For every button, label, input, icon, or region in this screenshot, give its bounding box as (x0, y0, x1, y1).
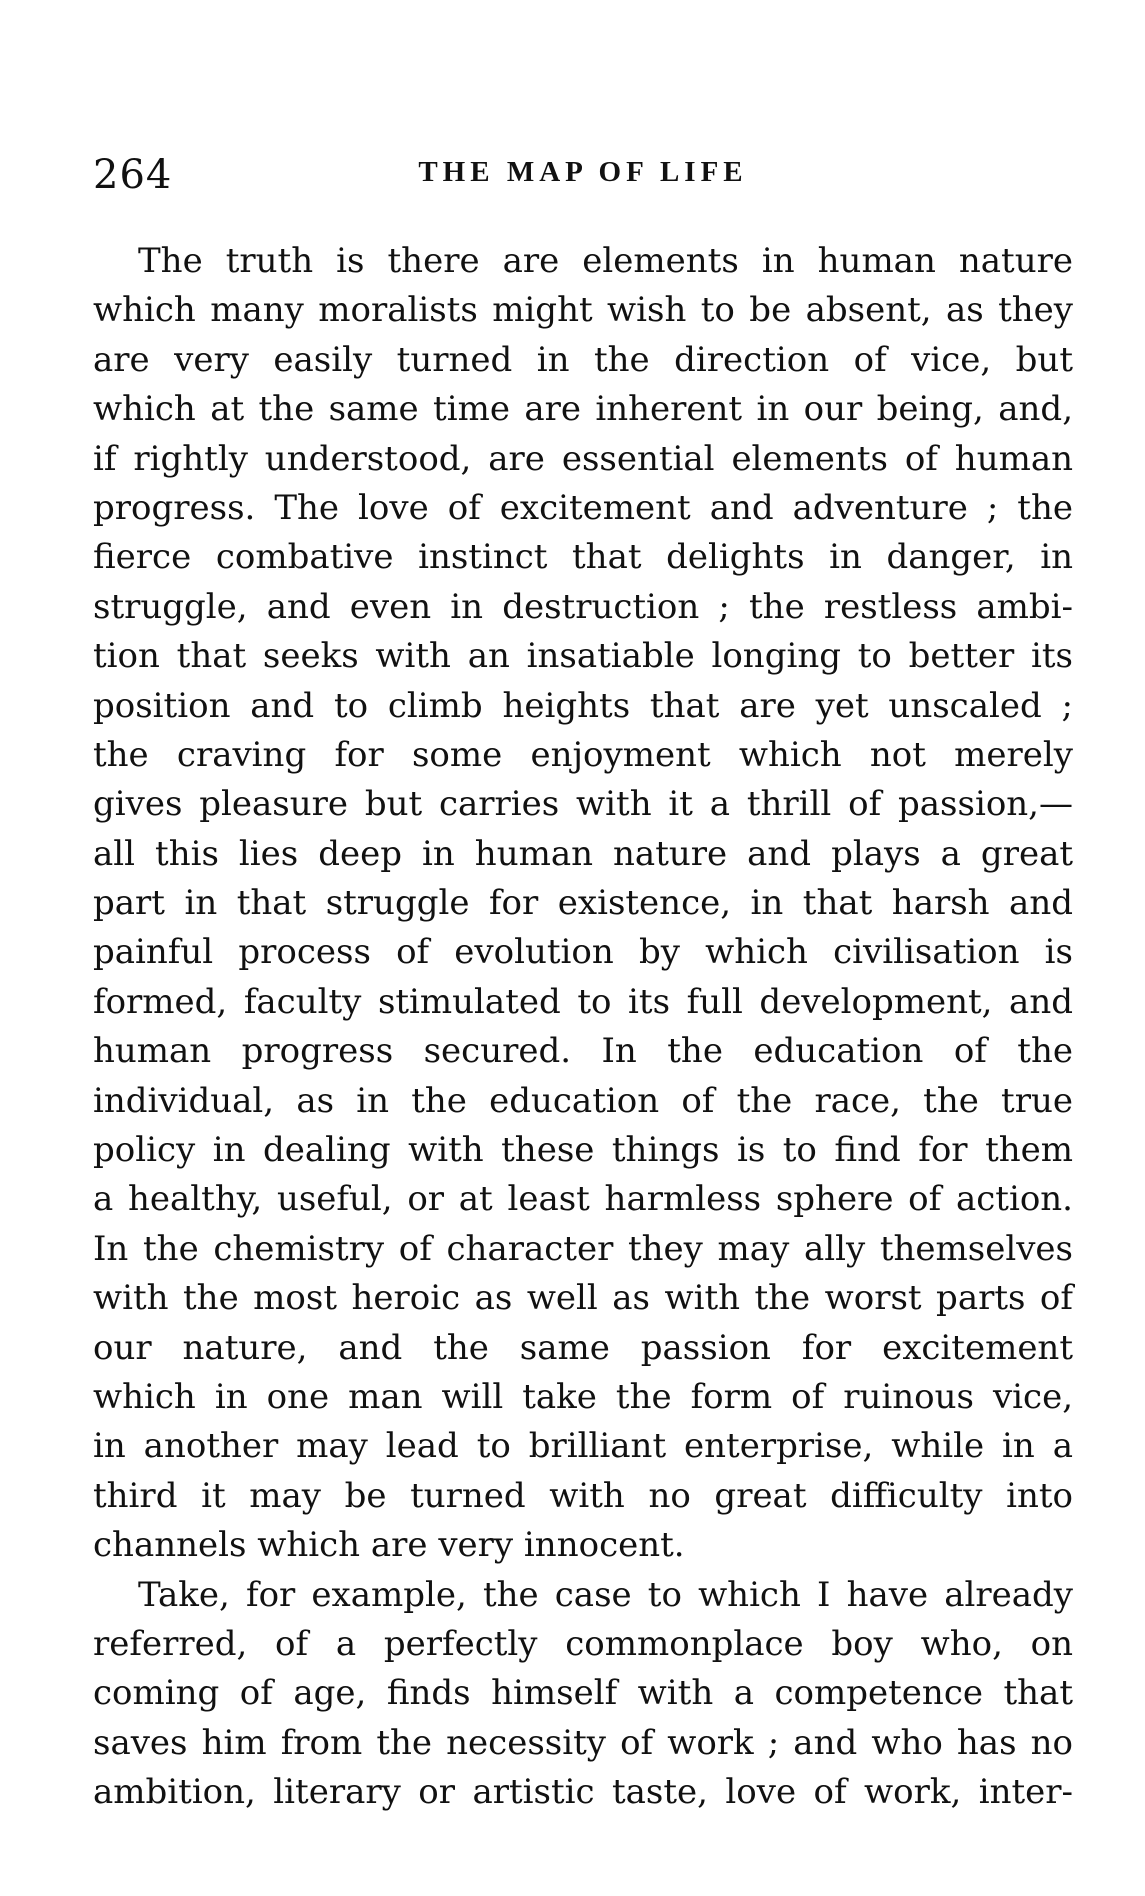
text-line: referred, of a perfectly commonplace boy who, on (93, 1623, 1073, 1664)
text-line: fierce combative instinct that delights in danger, in (93, 537, 1073, 578)
text-line: channels which are very innocent. (93, 1525, 685, 1566)
text-line: all this lies deep in human nature and plays a great (93, 833, 1073, 874)
text-line: if rightly understood, are essential elements of human (93, 438, 1073, 479)
text-line: Take, for example, the case to which I have already (138, 1574, 1073, 1615)
text-line: In the chemistry of character they may ally themselves (93, 1228, 1073, 1269)
text-line: individual, as in the education of the race, the true (93, 1080, 1073, 1121)
text-line: which many moralists might wish to be absent, as they (93, 290, 1073, 331)
text-line: coming of age, finds himself with a competence that (93, 1673, 1073, 1714)
page-number: 264 (93, 152, 173, 198)
text-line: painful process of evolution by which civilisation is (93, 932, 1073, 973)
text-line: which at the same time are inherent in our being, and, (93, 389, 1073, 430)
text-line: formed, faculty stimulated to its full development, and (93, 981, 1073, 1022)
paragraph-2 (93, 1571, 1073, 1818)
text-line: progress. The love of excitement and adventure ; the (93, 487, 1073, 528)
text-line: with the most heroic as well as with the worst parts of (93, 1278, 1073, 1319)
text-line: policy in dealing with these things is to find for them (93, 1130, 1073, 1171)
text-line: The truth is there are elements in human nature (138, 241, 1073, 281)
text-line: third it may be turned with no great difficulty into (93, 1475, 1073, 1516)
text-line: ambition, literary or artistic taste, love of work, inter- (93, 1772, 1073, 1813)
page-header (93, 150, 1073, 200)
text-line: the craving for some enjoyment which not merely (93, 734, 1073, 775)
text-line: gives pleasure but carries with it a thrill of passion,— (93, 784, 1073, 825)
text-line: position and to climb heights that are yet unscaled ; (93, 685, 1073, 726)
paragraph-1 (93, 237, 1073, 1571)
text-line: human progress secured. In the education of the (93, 1031, 1073, 1072)
text-line: which in one man will take the form of ruinous vice, (93, 1376, 1073, 1417)
text-line: struggle, and even in destruction ; the restless ambi- (93, 586, 1073, 627)
running-title: THE MAP OF LIFE (418, 156, 748, 188)
text-line: are very easily turned in the direction of vice, but (93, 339, 1073, 380)
text-line: part in that struggle for existence, in that harsh and (93, 883, 1073, 924)
text-line: a healthy, useful, or at least harmless sphere of action. (93, 1179, 1073, 1220)
body-text (93, 237, 1073, 1818)
text-line: saves him from the necessity of work ; and who has no (93, 1722, 1073, 1763)
text-line: in another may lead to brilliant enterprise, while in a (93, 1426, 1073, 1467)
text-line: tion that seeks with an insatiable longing to better its (93, 636, 1073, 677)
text-line: our nature, and the same passion for excitement (93, 1327, 1073, 1368)
